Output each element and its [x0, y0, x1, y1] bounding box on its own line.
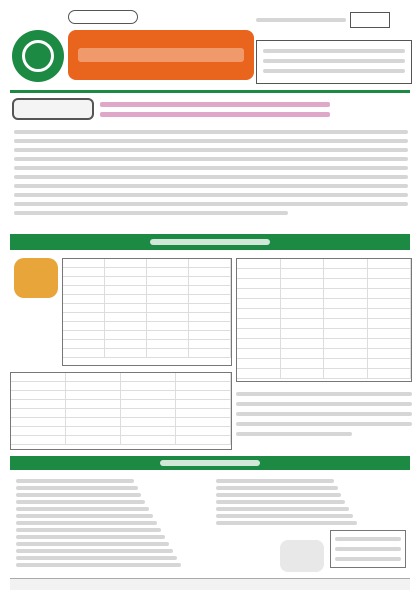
- staff-table-cell: [147, 304, 189, 313]
- staff-table-right: [236, 258, 412, 382]
- schedule-entry: [16, 521, 157, 525]
- staff-table-cell: [237, 299, 281, 309]
- staff-table-cell: [63, 349, 105, 358]
- staff-table-cell: [105, 313, 147, 322]
- staff-table-cell: [121, 391, 176, 400]
- staff-table-cell: [189, 268, 231, 277]
- staff-table-cell: [66, 382, 121, 391]
- staff-section-title: [10, 234, 410, 250]
- staff-table-cell: [281, 259, 325, 269]
- staff-table-cell: [368, 289, 412, 299]
- staff-table-cell: [176, 400, 231, 409]
- staff-table-cell: [147, 268, 189, 277]
- staff-table-cell: [189, 322, 231, 331]
- schedule-entry: [16, 556, 177, 560]
- staff-table-lower: [10, 372, 232, 450]
- staff-table-cell: [11, 373, 66, 382]
- staff-table-cell: [121, 382, 176, 391]
- staff-table-cell: [176, 418, 231, 427]
- schedule-entry: [216, 507, 349, 511]
- staff-table-cell: [176, 391, 231, 400]
- staff-table-cell: [176, 436, 231, 445]
- staff-table-cell: [105, 340, 147, 349]
- schedule-entry: [216, 493, 341, 497]
- staff-table-left: [62, 258, 232, 366]
- staff-table-cell: [176, 382, 231, 391]
- staff-table-cell: [237, 309, 281, 319]
- staff-table-cell: [147, 349, 189, 358]
- newsletter-title: [68, 30, 254, 80]
- staff-table-cell: [368, 319, 412, 329]
- schedule-entry: [16, 535, 165, 539]
- schedule-column-left: [14, 476, 210, 572]
- staff-table-cell: [324, 369, 368, 379]
- staff-table-cell: [11, 400, 66, 409]
- staff-table-cell: [11, 409, 66, 418]
- homepage-link[interactable]: [256, 14, 346, 26]
- staff-table-cell: [281, 359, 325, 369]
- staff-table-cell: [63, 295, 105, 304]
- staff-table-cell: [189, 331, 231, 340]
- staff-table-cell: [105, 268, 147, 277]
- staff-table-cell: [66, 373, 121, 382]
- staff-table-cell: [368, 269, 412, 279]
- staff-table-cell: [324, 309, 368, 319]
- staff-table-cell: [147, 340, 189, 349]
- school-emblem-icon: [12, 30, 64, 82]
- staff-table-cell: [281, 269, 325, 279]
- staff-table-cell: [237, 369, 281, 379]
- staff-table-cell: [368, 279, 412, 289]
- staff-table-cell: [237, 259, 281, 269]
- staff-table-cell: [237, 319, 281, 329]
- homepage-search-box[interactable]: [350, 12, 390, 28]
- staff-table-cell: [105, 259, 147, 268]
- staff-table-cell: [63, 340, 105, 349]
- schedule-entry: [16, 549, 173, 553]
- schedule-entry: [16, 486, 138, 490]
- staff-table-cell: [63, 259, 105, 268]
- masthead-divider: [10, 90, 410, 93]
- staff-table-cell: [105, 295, 147, 304]
- staff-table-cell: [324, 269, 368, 279]
- staff-table-cell: [66, 427, 121, 436]
- staff-table-cell: [189, 304, 231, 313]
- staff-table-cell: [324, 259, 368, 269]
- staff-table-cell: [11, 418, 66, 427]
- staff-table-cell: [281, 289, 325, 299]
- schedule-entry: [16, 514, 153, 518]
- staff-table-cell: [147, 331, 189, 340]
- staff-table-cell: [11, 391, 66, 400]
- staff-table-cell: [176, 373, 231, 382]
- corner-badge: [68, 10, 138, 24]
- staff-table-cell: [147, 313, 189, 322]
- staff-table-cell: [105, 322, 147, 331]
- staff-table-cell: [63, 277, 105, 286]
- staff-table-cell: [281, 319, 325, 329]
- staff-table-cell: [281, 309, 325, 319]
- staff-table-cell: [237, 269, 281, 279]
- staff-table-cell: [147, 286, 189, 295]
- staff-table-cell: [281, 279, 325, 289]
- staff-table-cell: [105, 277, 147, 286]
- schedule-entry: [16, 528, 161, 532]
- staff-table-cell: [368, 329, 412, 339]
- schedule-entry: [216, 500, 345, 504]
- staff-table-cell: [147, 295, 189, 304]
- staff-table-cell: [63, 331, 105, 340]
- issue-info-box: [256, 40, 412, 84]
- schedule-entry: [16, 479, 134, 483]
- staff-table-cell: [324, 319, 368, 329]
- staff-table-cell: [105, 304, 147, 313]
- staff-table-cell: [368, 299, 412, 309]
- staff-table-cell: [368, 309, 412, 319]
- staff-table-cell: [147, 259, 189, 268]
- schedule-entry: [16, 500, 145, 504]
- staff-table-cell: [66, 418, 121, 427]
- staff-table-cell: [63, 313, 105, 322]
- staff-table-cell: [189, 340, 231, 349]
- staff-table-cell: [237, 359, 281, 369]
- staff-table-cell: [63, 304, 105, 313]
- staff-table-cell: [281, 349, 325, 359]
- staff-note: [236, 388, 412, 450]
- schedule-entry: [16, 493, 141, 497]
- staff-table-cell: [324, 289, 368, 299]
- staff-table-cell: [237, 289, 281, 299]
- staff-table-cell: [237, 279, 281, 289]
- staff-table-cell: [237, 329, 281, 339]
- schedule-entry: [16, 507, 149, 511]
- staff-table-cell: [324, 339, 368, 349]
- staff-table-cell: [281, 369, 325, 379]
- staff-table-cell: [121, 409, 176, 418]
- staff-table-cell: [121, 436, 176, 445]
- staff-table-cell: [63, 322, 105, 331]
- staff-table-cell: [189, 295, 231, 304]
- staff-table-cell: [147, 277, 189, 286]
- staff-table-cell: [324, 279, 368, 289]
- month-badge: [14, 258, 58, 298]
- staff-table-cell: [281, 299, 325, 309]
- schedule-entry: [16, 563, 181, 567]
- staff-table-cell: [189, 277, 231, 286]
- event-illustration-icon: [280, 540, 324, 572]
- staff-table-cell: [176, 409, 231, 418]
- staff-table-cell: [324, 359, 368, 369]
- staff-table-cell: [121, 373, 176, 382]
- schedule-entry: [216, 479, 334, 483]
- schedule-entry: [16, 542, 169, 546]
- staff-table-cell: [324, 299, 368, 309]
- staff-table-cell: [11, 436, 66, 445]
- schedule-note-box: [330, 530, 406, 568]
- staff-table-cell: [105, 331, 147, 340]
- staff-table-cell: [368, 359, 412, 369]
- staff-table-cell: [189, 349, 231, 358]
- staff-table-cell: [66, 391, 121, 400]
- staff-table-cell: [121, 418, 176, 427]
- schedule-entry: [216, 514, 353, 518]
- staff-table-cell: [189, 313, 231, 322]
- footer-note: [10, 578, 410, 590]
- principal-heading: [12, 98, 94, 120]
- staff-table-cell: [281, 339, 325, 349]
- schedule-entry: [216, 521, 357, 525]
- staff-table-cell: [66, 400, 121, 409]
- staff-table-cell: [11, 427, 66, 436]
- staff-table-cell: [281, 329, 325, 339]
- principal-message: [14, 130, 408, 226]
- staff-table-cell: [121, 400, 176, 409]
- staff-table-cell: [105, 286, 147, 295]
- staff-table-cell: [368, 339, 412, 349]
- staff-table-cell: [324, 329, 368, 339]
- schedule-section-title: [10, 456, 410, 470]
- staff-table-cell: [237, 339, 281, 349]
- staff-table-cell: [63, 286, 105, 295]
- staff-table-cell: [11, 382, 66, 391]
- staff-table-cell: [121, 427, 176, 436]
- staff-table-cell: [66, 409, 121, 418]
- schedule-entry: [216, 486, 338, 490]
- staff-table-cell: [368, 259, 412, 269]
- staff-table-cell: [189, 286, 231, 295]
- principal-motto: [100, 98, 330, 122]
- staff-table-cell: [176, 427, 231, 436]
- staff-table-cell: [63, 268, 105, 277]
- staff-table-cell: [66, 436, 121, 445]
- staff-table-cell: [368, 349, 412, 359]
- staff-table-cell: [105, 349, 147, 358]
- staff-table-cell: [368, 369, 412, 379]
- staff-table-cell: [324, 349, 368, 359]
- staff-table-cell: [147, 322, 189, 331]
- staff-table-cell: [237, 349, 281, 359]
- staff-table-cell: [189, 259, 231, 268]
